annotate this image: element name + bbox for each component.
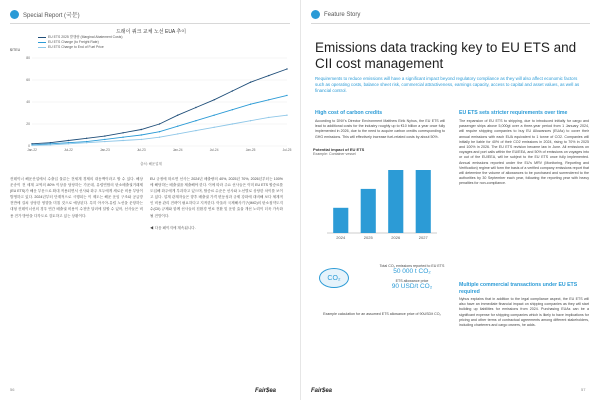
series-line bbox=[32, 69, 287, 144]
x-tick-label: 2027 bbox=[418, 235, 428, 240]
left-column-2-text: EU 규정에 따르면 선사는 2024년 배출량의 40%, 2025년 70%, 2026년부터는 100%에 해당하는 배출권을 제출해야 한다. 이에 따라 주요 선사들은 이미 EU ETS 할증료를 도입해 화주에게 부과하고 있으며, 할증료 수준은 선사와 노선별로 상당한 차이를 보이고 있다. 업계 관계자들은 향후 배출권 가격 변동성과 규제 강화에 대비해 보다 체계적인 비용 관리 전략이 필요하다고 지적한다. 아울러 국제해사기구(IMO)의 탄소집약도지수(CII) 규제와 함께 선사들의 친환경 연료 전환 및 운항 효율 개선 노력이 더욱 가속화될 전망이다. bbox=[150, 177, 283, 218]
data-point bbox=[104, 135, 105, 136]
data-point bbox=[159, 137, 160, 138]
data-point bbox=[141, 129, 142, 130]
bar bbox=[361, 189, 376, 233]
x-tick-label: Jan-24 bbox=[172, 148, 183, 152]
data-point bbox=[104, 141, 105, 142]
x-tick-label: 2026 bbox=[391, 235, 401, 240]
y-tick-label: 0 bbox=[28, 144, 30, 149]
data-point bbox=[159, 131, 160, 132]
bar-chart-svg bbox=[313, 159, 443, 254]
x-tick-label: Jul-25 bbox=[282, 148, 292, 152]
chart-ylabel: $/TEU bbox=[10, 48, 21, 52]
y-tick-label: 80 bbox=[26, 56, 30, 61]
data-point bbox=[86, 138, 87, 139]
impact-chart-subtitle: Example: Container vessel bbox=[313, 152, 356, 156]
eua-label: ETS allowance price bbox=[395, 279, 429, 283]
article-subtitle: Requirements to reduce emissions will have a significant impact beyond regulatory compliance as they will also affect economic factors such as operating costs, balance sheet risk, commercial attractiveness, earnings capacity, access to capital and asset values, as well as financial control. bbox=[315, 76, 580, 93]
data-point bbox=[141, 134, 142, 135]
section-heading-1: High cost of carbon credits bbox=[315, 110, 383, 116]
co2-block bbox=[377, 264, 447, 290]
data-point bbox=[122, 132, 123, 133]
legend-label: EU ETS Change (to Freight Rate) bbox=[48, 40, 99, 44]
section-label: Special Report (국문) bbox=[23, 13, 80, 19]
body-3: Nyhus explains that in addition to the legal compliance aspect, the EU ETS will also have an immediate financial impact on shipping companies as they will start building up liabilities for emissions from 2024. Purchasing EUAs can be a significant expense for shipping companies which is likely to have implications for pricing and other terms of contractual agreements among different stakeholders, including charterers and cargo owners, he adds. bbox=[459, 297, 589, 328]
x-tick-label: Jan-25 bbox=[245, 148, 256, 152]
data-point bbox=[122, 137, 123, 138]
left-header bbox=[10, 10, 80, 19]
impact-chart bbox=[313, 147, 453, 257]
body-1: According to DNV's Director Environment Matthew Eirik Nyhus, the EU ETS will lead to additional costs for the industry roughly up to €10 billion a year once fully implemented in 2026, due to the need to acquire carbon credits corresponding to GHG emissions. This will effectively increase fuel-related costs by about 50%. bbox=[315, 119, 445, 139]
left-column-2 bbox=[150, 176, 283, 231]
brand-logo: Fair$ea bbox=[311, 388, 333, 394]
chart-title: 드래이 쿼크 교체 노선 EUA 추이 bbox=[115, 29, 187, 35]
section-dot-icon bbox=[10, 10, 19, 19]
data-point bbox=[50, 144, 51, 145]
continued-note: ◀ 다음 페이지에 계속됩니다. bbox=[150, 225, 196, 230]
chart-source: 출처: 해운업계 bbox=[140, 162, 162, 166]
x-tick-label: Jul-24 bbox=[209, 148, 219, 152]
x-tick-label: 2025 bbox=[363, 235, 373, 240]
co2-cloud-icon: CO₂ bbox=[319, 268, 349, 288]
article-title: Emissions data tracking key to EU ETS and CII cost management bbox=[315, 40, 577, 71]
page-number: 56 bbox=[10, 387, 15, 392]
section-heading-3: Multiple commercial transactions under EU ETS required bbox=[459, 282, 578, 295]
data-point bbox=[268, 99, 269, 100]
x-tick-label: Jan-23 bbox=[99, 148, 110, 152]
section-dot-icon bbox=[311, 10, 320, 19]
data-point bbox=[31, 145, 32, 146]
y-tick-label: 60 bbox=[26, 78, 30, 83]
data-point bbox=[141, 139, 142, 140]
data-point bbox=[159, 123, 160, 124]
section-label: Feature Story bbox=[324, 11, 361, 18]
data-point bbox=[104, 139, 105, 140]
data-point bbox=[195, 120, 196, 121]
series-line bbox=[32, 115, 287, 145]
data-point bbox=[213, 115, 214, 116]
header-rule bbox=[311, 23, 590, 24]
bar bbox=[333, 208, 348, 233]
legend-label: EU ETS Change to End of Fuel Price bbox=[48, 45, 104, 49]
example-calc bbox=[315, 262, 450, 332]
co2-label: Total CO₂ emissions reported to EU ETS bbox=[379, 264, 445, 268]
x-tick-label: Jul-23 bbox=[136, 148, 146, 152]
brand-logo: Fair$ea bbox=[255, 388, 277, 394]
data-point bbox=[286, 115, 287, 116]
data-point bbox=[268, 117, 269, 118]
data-point bbox=[286, 95, 287, 96]
data-point bbox=[213, 99, 214, 100]
y-tick-label: 40 bbox=[26, 100, 30, 105]
data-point bbox=[250, 82, 251, 83]
header-rule bbox=[10, 23, 290, 24]
data-point bbox=[122, 140, 123, 141]
data-point bbox=[250, 104, 251, 105]
data-point bbox=[177, 115, 178, 116]
section-heading-2: EU ETS sets stricter requirements over time bbox=[459, 110, 568, 116]
right-page bbox=[300, 0, 600, 400]
impact-chart-title: Potential impact of EU ETS bbox=[313, 147, 365, 152]
data-point bbox=[68, 143, 69, 144]
page-number: 57 bbox=[581, 387, 586, 392]
data-point bbox=[68, 140, 69, 141]
eua-value: 90 USD/t CO₂ bbox=[391, 283, 433, 290]
data-point bbox=[268, 75, 269, 76]
right-header bbox=[311, 10, 360, 19]
data-point bbox=[232, 109, 233, 110]
data-point bbox=[213, 127, 214, 128]
data-point bbox=[232, 123, 233, 124]
x-tick-label: 2024 bbox=[336, 235, 346, 240]
data-point bbox=[250, 120, 251, 121]
co2-value: 50 000 t CO₂ bbox=[393, 268, 431, 275]
y-tick-label: 20 bbox=[26, 122, 30, 127]
data-point bbox=[86, 142, 87, 143]
bar bbox=[416, 170, 431, 233]
body-2: The expansion of EU ETS to shipping, due to introduced initially for cargo and passenger ships above 5,000gt over a three-year period from 1 January 2024, will require shipping companies to buy EU Allowances (EUAs) to cover their annual emissions with each EUA equivalent to 1 tonne of CO2. Companies will initially be liable for 40% of their CO2 emissions in 2024, rising to 70% in 2025 and 100% in 2026. The EU ETS revision became law in June. All emissions on voyages and port calls within the EU/EEA, and 50% of emissions on voyages into or out of the EU/EEA, will be subject to the EU ETS once fully implemented. Annual emissions reported under the EU's MRV (Monitoring, Reporting and Verification) regime will form the basis of a verified company emissions report that will determine the volume of allowances to be purchased and surrendered to the authorities by 30 September each year, following the reporting year with heavy penalties for non-compliance. bbox=[459, 119, 589, 186]
x-tick-label: Jul-22 bbox=[64, 148, 73, 152]
line-chart-svg bbox=[10, 28, 292, 158]
data-point bbox=[195, 130, 196, 131]
x-tick-label: Jan-22 bbox=[27, 148, 37, 152]
data-point bbox=[195, 107, 196, 108]
left-column-1: 컨테이너 해운산업에서 수출입 물류는 전세계 경제의 대동맥이라고 할 수 있다. 해상 운송이 전 세계 교역의 80% 이상을 담당하는 가운데, 유럽연합의 탄소배출권거래제(EU ETS)가 해운 부문으로 확대 적용되면서 선사와 화주 모두에게 새로운 비용 부담이 발생하고 있다. 2024년부터 단계적으로 시행되는 이 제도는 해운 운임 구조와 공급망 전반에 걸쳐 상당한 영향을 미칠 것으로 예상된다. 특히 아시아-유럽 노선을 운항하는 대형 컨테이너선의 경우 연간 배출권 비용이 수천만 달러에 달할 수 있어, 선사들은 비용 전가 방안을 다각도로 검토하고 있는 상황이다. bbox=[10, 177, 143, 218]
data-point bbox=[177, 133, 178, 134]
eua-chart bbox=[10, 28, 292, 168]
data-point bbox=[232, 90, 233, 91]
example-note: Example calculation for an assumed ETS allowance price of 90USD/t CO₂ bbox=[323, 312, 441, 316]
data-point bbox=[286, 68, 287, 69]
data-point bbox=[177, 126, 178, 127]
bar bbox=[388, 170, 403, 233]
legend-label: EU ETS 2025 발행량 (Marginal Abatement Costs) bbox=[48, 35, 123, 39]
